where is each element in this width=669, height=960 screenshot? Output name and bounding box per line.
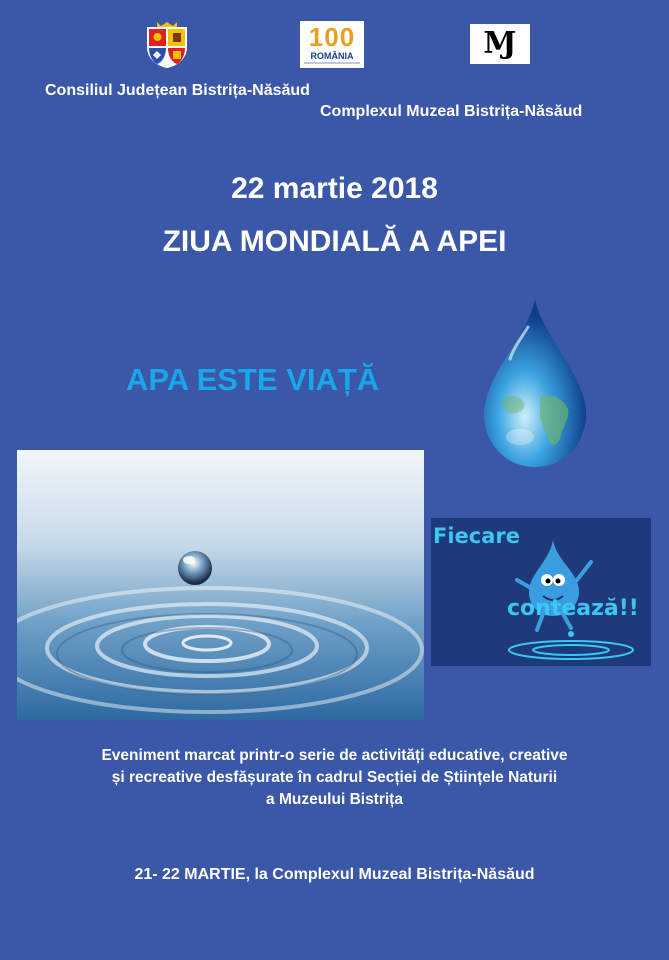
coat-of-arms-icon [143, 21, 191, 69]
event-date: 22 martie 2018 [231, 172, 438, 205]
water-droplet-splash-icon [17, 450, 424, 720]
slogan: APA ESTE VIAȚĂ [126, 362, 380, 397]
romania-100-label: ROMÂNIA [310, 51, 354, 61]
museum-logo-icon [470, 24, 530, 64]
event-schedule: 21- 22 MARTIE, la Complexul Muzeal Bistrița-Năsăud [134, 866, 535, 883]
badge-line2: contează!! [507, 596, 639, 621]
water-drop-globe-icon [480, 297, 590, 469]
romania-100-number: 100 [308, 22, 356, 52]
description-line: a Muzeului Bistrița [266, 791, 403, 808]
org-museum-complex: Complexul Muzeal Bistrița-Năsăud [320, 103, 583, 120]
description-line: Eveniment marcat printr-o serie de activități educative, creative [101, 747, 568, 764]
museum-logo-symbol: Ɱ [483, 26, 517, 61]
every-drop-counts-card [431, 518, 651, 666]
event-title: ZIUA MONDIALĂ A APEI [162, 225, 507, 258]
org-county-council: Consiliul Județean Bistrița-Năsăud [45, 82, 310, 99]
event-description [0, 745, 669, 811]
romania-100-logo-icon [300, 21, 364, 68]
badge-line1: Fiecare [433, 524, 521, 548]
description-line: și recreative desfășurate în cadrul Secției de Științele Naturii [111, 769, 558, 786]
